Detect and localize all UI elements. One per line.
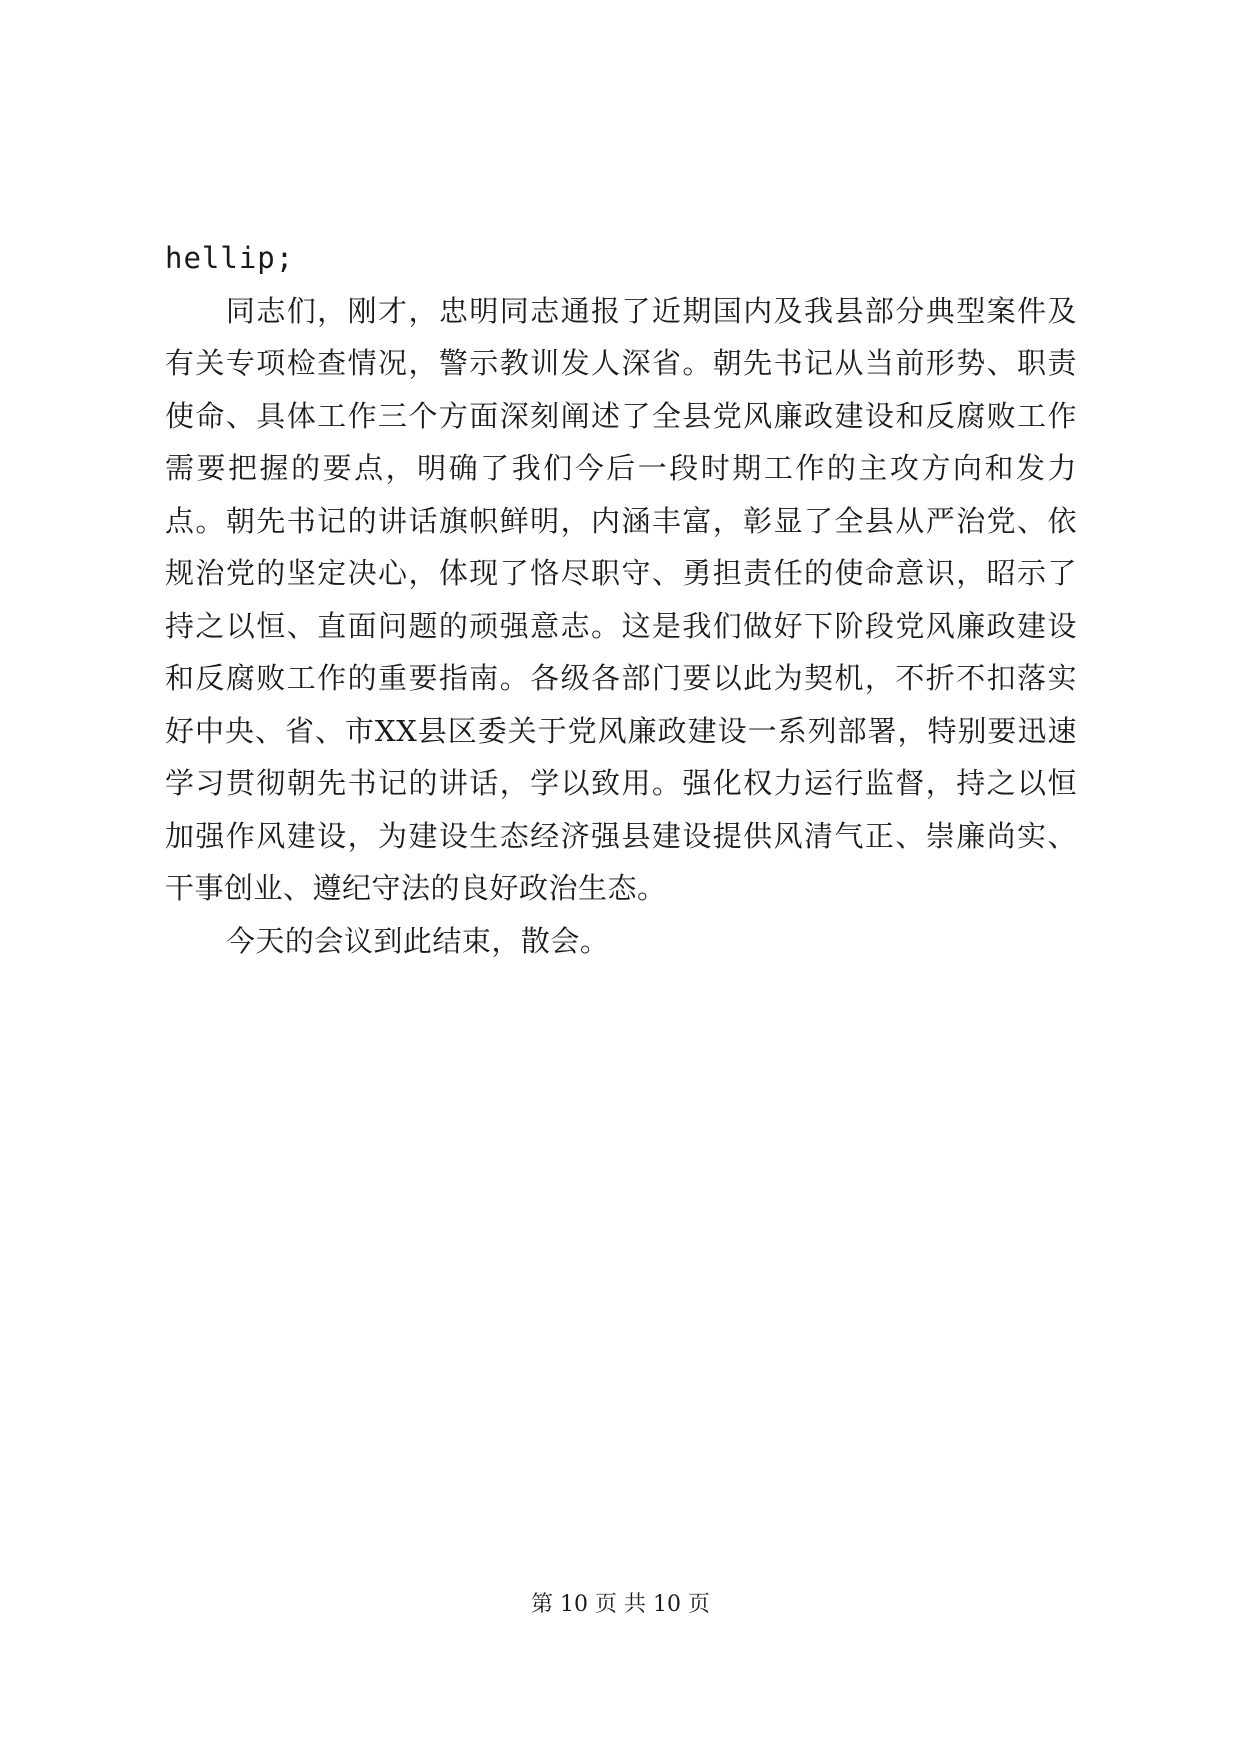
paragraph-closing: 今天的会议到此结束，散会。	[225, 923, 610, 958]
lead-fragment: hellip;	[165, 241, 295, 275]
page-number-footer: 第 10 页 共 10 页	[531, 1592, 710, 1617]
paragraph-summary: 同志们，刚才，忠明同志通报了近期国内及我县部分典型案件及有关专项检查情况，警示教训发人深省。朝先书记从当前形势、职责使命、具体工作三个方面深刻阐述了全县党风廉政建设和反腐败工作需要把握的要点，明确了我们今后一段时期工作的主攻方向和发力点。朝先书记的讲话旗帜鲜明，内涵丰富，彰显了全县从严治党、依规治党的坚定决心，体现了恪尽职守、勇担责任的使命意识，昭示了持之以恒、直面问题的顽强意志。这是我们做好下阶段党风廉政建设和反腐败工作的重要指南。各级各部门要以此为契机，不折不扣落实好中央、省、市XX县区委关于党风廉政建设一系列部署，特别要迅速学习贯彻朝先书记的讲话，学以致用。强化权力运行监督，持之以恒加强作风建设，为建设生态经济强县建设提供风清气正、崇廉尚实、干事创业、遵纪守法的良好政治生态。	[165, 293, 1077, 905]
document-body	[165, 232, 1077, 967]
